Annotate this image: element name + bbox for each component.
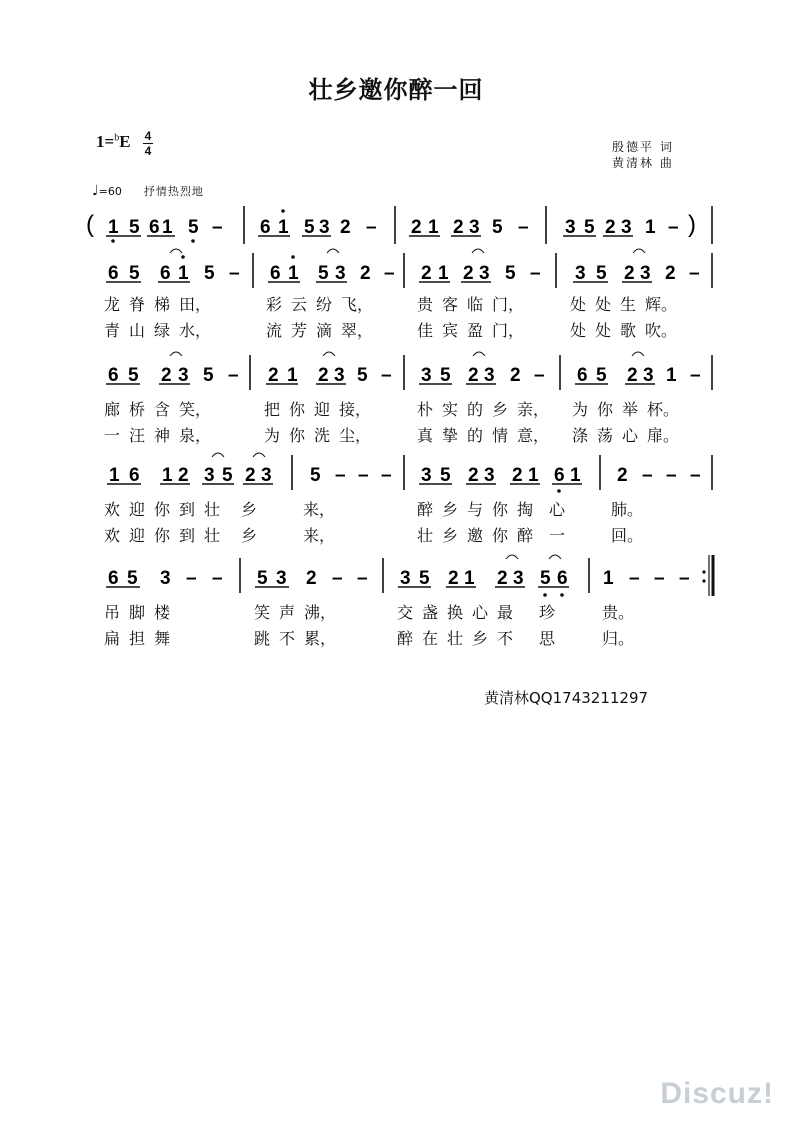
svg-text:2: 2 [510, 365, 521, 386]
svg-text:5: 5 [419, 568, 430, 589]
svg-text:5: 5 [203, 365, 214, 386]
open-paren: ( [86, 211, 94, 238]
lyric-char: 处 [595, 321, 612, 340]
svg-text:1: 1 [287, 365, 298, 386]
lyric-char: 盏 [422, 603, 439, 622]
lyric-char: 壮 [204, 526, 221, 545]
lyric-char: 与 [467, 500, 484, 519]
watermark-logo: Discuz! [660, 1077, 774, 1110]
lyric-char: 田， [179, 295, 212, 314]
lyric-char: 迎 [314, 400, 331, 419]
svg-text:1: 1 [288, 263, 299, 284]
lyric-char: 桥 [129, 400, 146, 419]
svg-text:1: 1 [438, 263, 449, 284]
svg-text:3: 3 [400, 568, 411, 589]
lyric-char: 涤 [572, 426, 589, 445]
score-line-5 [106, 555, 713, 597]
svg-text:3: 3 [160, 568, 171, 589]
lyric-char: 为 [264, 426, 281, 445]
composer-credit: 黄清林 曲 [612, 156, 674, 170]
svg-text:3: 3 [575, 263, 586, 284]
svg-text:3: 3 [335, 263, 346, 284]
svg-text:–: – [357, 568, 368, 589]
lyric-char: 盈 [467, 321, 484, 340]
lyric-char: 乡 [492, 400, 509, 419]
svg-text:–: – [642, 465, 653, 486]
lyric-char: 梯 [154, 295, 171, 314]
svg-text:1: 1 [570, 465, 581, 486]
lyric-char: 廊 [104, 400, 121, 419]
meter-bottom: 4 [144, 144, 152, 158]
lyric-char: 翠， [341, 321, 374, 340]
lyric-char: 处 [570, 295, 587, 314]
lyric-char: 云 [291, 295, 308, 314]
svg-text:5: 5 [440, 365, 451, 386]
lyric-char: 来， [303, 526, 336, 545]
tempo-mood: 抒情热烈地 [143, 185, 204, 198]
svg-text:6: 6 [260, 217, 271, 238]
svg-text:2: 2 [453, 217, 464, 238]
lyric-char: 含 [154, 400, 171, 419]
svg-text:–: – [358, 465, 369, 486]
svg-text:–: – [229, 263, 240, 284]
lyric-char: 真 [417, 426, 434, 445]
quarter-note-icon: ♩ [92, 183, 99, 199]
svg-text:2: 2 [360, 263, 371, 284]
lyric-char: 佳 [417, 321, 434, 340]
svg-text:3: 3 [276, 568, 287, 589]
lyric-char: 肺。 [611, 500, 644, 519]
svg-text:2: 2 [624, 263, 635, 284]
svg-text:2: 2 [421, 263, 432, 284]
svg-text:5: 5 [222, 465, 233, 486]
lyric-char: 你 [492, 526, 509, 545]
lyric-char: 你 [492, 500, 509, 519]
lyric-char: 龙 [104, 295, 121, 314]
svg-text:6: 6 [108, 568, 119, 589]
lyric-char: 珍 [539, 603, 556, 622]
lyric-char: 累， [304, 629, 337, 648]
lyric-char: 生 [620, 295, 637, 314]
lyric-char: 不 [279, 629, 296, 648]
lyric-char: 壮 [204, 500, 221, 519]
lyric-char: 朴 [417, 400, 434, 419]
svg-text:2: 2 [617, 465, 628, 486]
lyric-char: 壮 [417, 526, 434, 545]
svg-text:5: 5 [304, 217, 315, 238]
lyric-char: 回。 [611, 526, 644, 545]
svg-text:3: 3 [178, 365, 189, 386]
svg-text:–: – [381, 365, 392, 386]
lyric-char: 临 [467, 295, 484, 314]
lyric-char: 醉 [417, 500, 434, 519]
lyric-char: 宾 [442, 321, 459, 340]
svg-text:3: 3 [261, 465, 272, 486]
svg-text:6: 6 [129, 465, 140, 486]
svg-text:2: 2 [468, 465, 479, 486]
lyric-char: 为 [572, 400, 589, 419]
svg-text:1: 1 [645, 217, 656, 238]
svg-text:–: – [534, 365, 545, 386]
score-line-1 [86, 206, 712, 244]
lyric-char: 不 [497, 629, 514, 648]
svg-text:5: 5 [310, 465, 321, 486]
svg-text:5: 5 [318, 263, 329, 284]
svg-text:6: 6 [554, 465, 565, 486]
svg-text:5: 5 [440, 465, 451, 486]
svg-text:3: 3 [469, 217, 480, 238]
svg-text:–: – [654, 568, 665, 589]
meter-top: 4 [144, 129, 152, 143]
svg-text:5: 5 [188, 217, 199, 238]
lyric-char: 邀 [467, 526, 484, 545]
lyric-char: 水， [179, 321, 212, 340]
lyric-char: 一 [104, 426, 121, 445]
svg-text:–: – [629, 568, 640, 589]
svg-text:5: 5 [357, 365, 368, 386]
svg-text:–: – [690, 365, 701, 386]
svg-text:–: – [186, 568, 197, 589]
lyric-char: 脚 [129, 603, 146, 622]
svg-text:2: 2 [318, 365, 329, 386]
svg-text:5: 5 [128, 365, 139, 386]
svg-text:–: – [228, 365, 239, 386]
lyric-char: 吹。 [645, 321, 678, 340]
line1-notes [108, 211, 696, 238]
lyric-char: 乡 [241, 500, 258, 519]
svg-text:2: 2 [306, 568, 317, 589]
svg-text:3: 3 [513, 568, 524, 589]
lyric-char: 笑 [254, 603, 271, 622]
svg-text:3: 3 [621, 217, 632, 238]
lyric-char: 跳 [254, 629, 271, 648]
svg-text:5: 5 [540, 568, 551, 589]
svg-text:3: 3 [479, 263, 490, 284]
svg-text:6: 6 [149, 217, 160, 238]
lyric-char: 你 [289, 426, 306, 445]
svg-text:3: 3 [640, 263, 651, 284]
svg-text:5: 5 [584, 217, 595, 238]
lyric-char: 流 [266, 321, 283, 340]
lyric-char: 到 [179, 526, 196, 545]
lyric-char: 情 [492, 426, 509, 445]
lyric-char: 汪 [129, 426, 146, 445]
svg-text:2: 2 [497, 568, 508, 589]
svg-text:3: 3 [319, 217, 330, 238]
svg-text:5: 5 [127, 568, 138, 589]
lyric-char: 最 [497, 603, 514, 622]
svg-text:–: – [690, 465, 701, 486]
lyric-char: 思 [539, 629, 556, 648]
svg-text:–: – [332, 568, 343, 589]
lyric-char: 壮 [447, 629, 464, 648]
svg-text:5: 5 [505, 263, 516, 284]
lyric-char: 滴 [316, 321, 333, 340]
key-signature: 1=$^b$E [96, 132, 131, 151]
lyric-char: 芳 [291, 321, 308, 340]
svg-text:–: – [381, 465, 392, 486]
svg-text:3: 3 [334, 365, 345, 386]
lyric-char: 你 [597, 400, 614, 419]
lyric-char: 的 [467, 400, 484, 419]
lyric-char: 辉。 [645, 295, 678, 314]
lyric-char: 舞 [154, 629, 171, 648]
svg-text:2: 2 [161, 365, 172, 386]
score-line-3 [106, 352, 712, 390]
lyric-char: 彩 [266, 295, 283, 314]
lyric-char: 的 [467, 426, 484, 445]
svg-text:–: – [666, 465, 677, 486]
svg-text:3: 3 [565, 217, 576, 238]
svg-text:2: 2 [468, 365, 479, 386]
svg-text:2: 2 [463, 263, 474, 284]
lyric-char: 来， [303, 500, 336, 519]
lyric-char: 楼 [154, 603, 171, 622]
lyric-char: 你 [154, 526, 171, 545]
lyric-char: 换 [447, 603, 464, 622]
lyric-char: 门， [492, 321, 525, 340]
lyric-char: 担 [129, 629, 146, 648]
lyric-char: 脊 [129, 295, 146, 314]
svg-text:1: 1 [109, 465, 120, 486]
score-line-2 [106, 249, 712, 288]
lyric-char: 声 [279, 603, 296, 622]
lyric-char: 交 [397, 603, 414, 622]
lyric-char: 醉 [397, 629, 414, 648]
svg-text:): ) [688, 211, 696, 238]
lyric-char: 挚 [442, 426, 459, 445]
svg-text:6: 6 [108, 263, 119, 284]
svg-text:2: 2 [411, 217, 422, 238]
lyric-char: 到 [179, 500, 196, 519]
svg-text:–: – [679, 568, 690, 589]
svg-text:3: 3 [484, 365, 495, 386]
svg-text:–: – [689, 263, 700, 284]
svg-text:3: 3 [484, 465, 495, 486]
lyric-char: 一 [549, 526, 566, 545]
lyric-char: 举 [622, 400, 639, 419]
lyric-char: 沸， [304, 603, 337, 622]
svg-text:1: 1 [603, 568, 614, 589]
lyric-char: 处 [570, 321, 587, 340]
lyric-char: 绿 [154, 321, 171, 340]
lyric-char: 醉 [517, 526, 534, 545]
svg-text:1: 1 [428, 217, 439, 238]
lyric-char: 贵 [417, 295, 434, 314]
lyric-char: 吊 [104, 603, 121, 622]
lyric-char: 接， [339, 400, 372, 419]
lyric-char: 实 [442, 400, 459, 419]
svg-text:2: 2 [605, 217, 616, 238]
svg-text:1: 1 [528, 465, 539, 486]
lyric-char: 扁 [104, 629, 121, 648]
lyric-char: 笑， [179, 400, 212, 419]
lyric-char: 乡 [472, 629, 489, 648]
svg-text:2: 2 [268, 365, 279, 386]
footer-credit: 黄清林QQ1743211297 [484, 689, 649, 707]
song-title: 壮乡邀你醉一回 [308, 76, 484, 104]
lyric-char: 乡 [442, 500, 459, 519]
svg-text:–: – [212, 568, 223, 589]
lyric-char: 泉， [179, 426, 212, 445]
svg-text:3: 3 [643, 365, 654, 386]
svg-text:3: 3 [421, 465, 432, 486]
svg-text:5: 5 [204, 263, 215, 284]
svg-text:2: 2 [665, 263, 676, 284]
lyric-char: 欢 [104, 526, 121, 545]
lyric-char: 归。 [602, 629, 635, 648]
svg-text:–: – [384, 263, 395, 284]
svg-text:1: 1 [178, 263, 189, 284]
svg-text:–: – [668, 217, 679, 238]
lyric-char: 山 [129, 321, 146, 340]
svg-text:2: 2 [340, 217, 351, 238]
lyric-char: 杯。 [647, 400, 680, 419]
svg-text:2: 2 [178, 465, 189, 486]
lyric-char: 心 [549, 500, 566, 519]
svg-text:–: – [335, 465, 346, 486]
svg-text:2: 2 [245, 465, 256, 486]
score-line-4 [107, 453, 712, 493]
svg-text:5: 5 [492, 217, 503, 238]
svg-text:3: 3 [204, 465, 215, 486]
svg-text:5: 5 [129, 217, 140, 238]
lyric-char: 门， [492, 295, 525, 314]
svg-text:3: 3 [421, 365, 432, 386]
svg-text:–: – [212, 217, 223, 238]
svg-text:1: 1 [162, 217, 173, 238]
lyric-char: 心 [472, 603, 489, 622]
tempo-bpm: =60 [98, 185, 122, 198]
lyric-char: 在 [422, 629, 439, 648]
svg-text:1: 1 [666, 365, 677, 386]
svg-text:2: 2 [512, 465, 523, 486]
svg-text:1: 1 [278, 217, 289, 238]
lyric-char: 把 [264, 400, 281, 419]
svg-text:6: 6 [270, 263, 281, 284]
svg-text:1: 1 [108, 217, 119, 238]
lyric-char: 乡 [241, 526, 258, 545]
svg-text:1: 1 [464, 568, 475, 589]
svg-text:5: 5 [129, 263, 140, 284]
svg-text:5: 5 [596, 365, 607, 386]
lyric-char: 迎 [129, 500, 146, 519]
svg-text:5: 5 [257, 568, 268, 589]
lyric-char: 迎 [129, 526, 146, 545]
lyric-char: 纷 [316, 295, 333, 314]
svg-text:–: – [366, 217, 377, 238]
lyric-char: 荡 [597, 426, 614, 445]
lyric-char: 乡 [442, 526, 459, 545]
svg-text:–: – [530, 263, 541, 284]
lyric-char: 贵。 [602, 603, 635, 622]
lyric-char: 心 [622, 426, 639, 445]
svg-text:–: – [518, 217, 529, 238]
svg-text:6: 6 [108, 365, 119, 386]
lyric-char: 歌 [620, 321, 637, 340]
svg-text:2: 2 [448, 568, 459, 589]
lyric-char: 飞， [341, 295, 374, 314]
svg-text:6: 6 [577, 365, 588, 386]
lyric-char: 你 [289, 400, 306, 419]
lyric-char: 处 [595, 295, 612, 314]
lyricist-credit: 殷德平 词 [612, 140, 674, 154]
svg-text:6: 6 [557, 568, 568, 589]
svg-text:1: 1 [162, 465, 173, 486]
lyric-char: 神 [154, 426, 171, 445]
lyric-char: 亲， [517, 400, 550, 419]
lyric-char: 意， [517, 426, 550, 445]
lyric-char: 你 [154, 500, 171, 519]
lyric-char: 掏 [517, 500, 534, 519]
lyric-char: 青 [104, 321, 121, 340]
lyric-char: 尘， [339, 426, 372, 445]
svg-text:2: 2 [627, 365, 638, 386]
svg-text:5: 5 [596, 263, 607, 284]
svg-text:6: 6 [160, 263, 171, 284]
lyric-char: 洗 [314, 426, 331, 445]
lyric-char: 扉。 [647, 426, 680, 445]
lyric-char: 欢 [104, 500, 121, 519]
lyric-char: 客 [442, 295, 459, 314]
